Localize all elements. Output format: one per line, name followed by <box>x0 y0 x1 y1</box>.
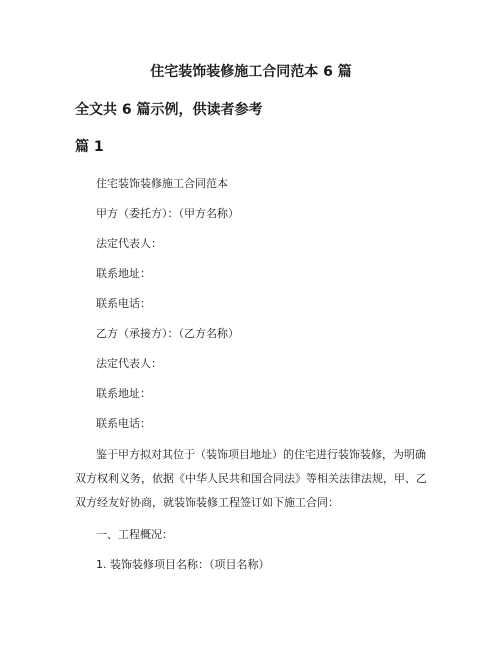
section-heading: 篇 1 <box>75 139 104 155</box>
party-a-line: 甲方（委托方）：（甲方名称） <box>96 207 239 220</box>
preamble-paragraph <box>75 443 435 515</box>
document-title: 住宅装饰装修施工合同范本 6 篇 <box>150 64 352 80</box>
party-a-address-line: 联系地址： <box>96 267 151 280</box>
party-b-phone-line: 联系电话： <box>96 417 151 430</box>
party-a-representative-line: 法定代表人： <box>96 237 162 250</box>
contract-title-line: 住宅装饰装修施工合同范本 <box>96 177 228 190</box>
document-subtitle: 全文共 6 篇示例，供读者参考 <box>75 102 263 118</box>
party-b-representative-line: 法定代表人： <box>96 357 162 370</box>
party-b-line: 乙方（承接方）：（乙方名称） <box>96 327 239 340</box>
party-a-phone-line: 联系电话： <box>96 297 151 310</box>
clause-heading: 一、工程概况： <box>96 528 173 541</box>
party-b-address-line: 联系地址： <box>96 387 151 400</box>
clause-item-1: 1. 装饰装修项目名称：（项目名称） <box>96 558 270 571</box>
preamble-text: 鉴于甲方拟对其位于（装饰项目地址）的住宅进行装饰装修，为明确双方权利义务，依据《中华人民共和国合同法》等相关法律法规，甲、乙双方经友好协商，就装饰装修工程签订如下施工合同： <box>75 448 427 509</box>
